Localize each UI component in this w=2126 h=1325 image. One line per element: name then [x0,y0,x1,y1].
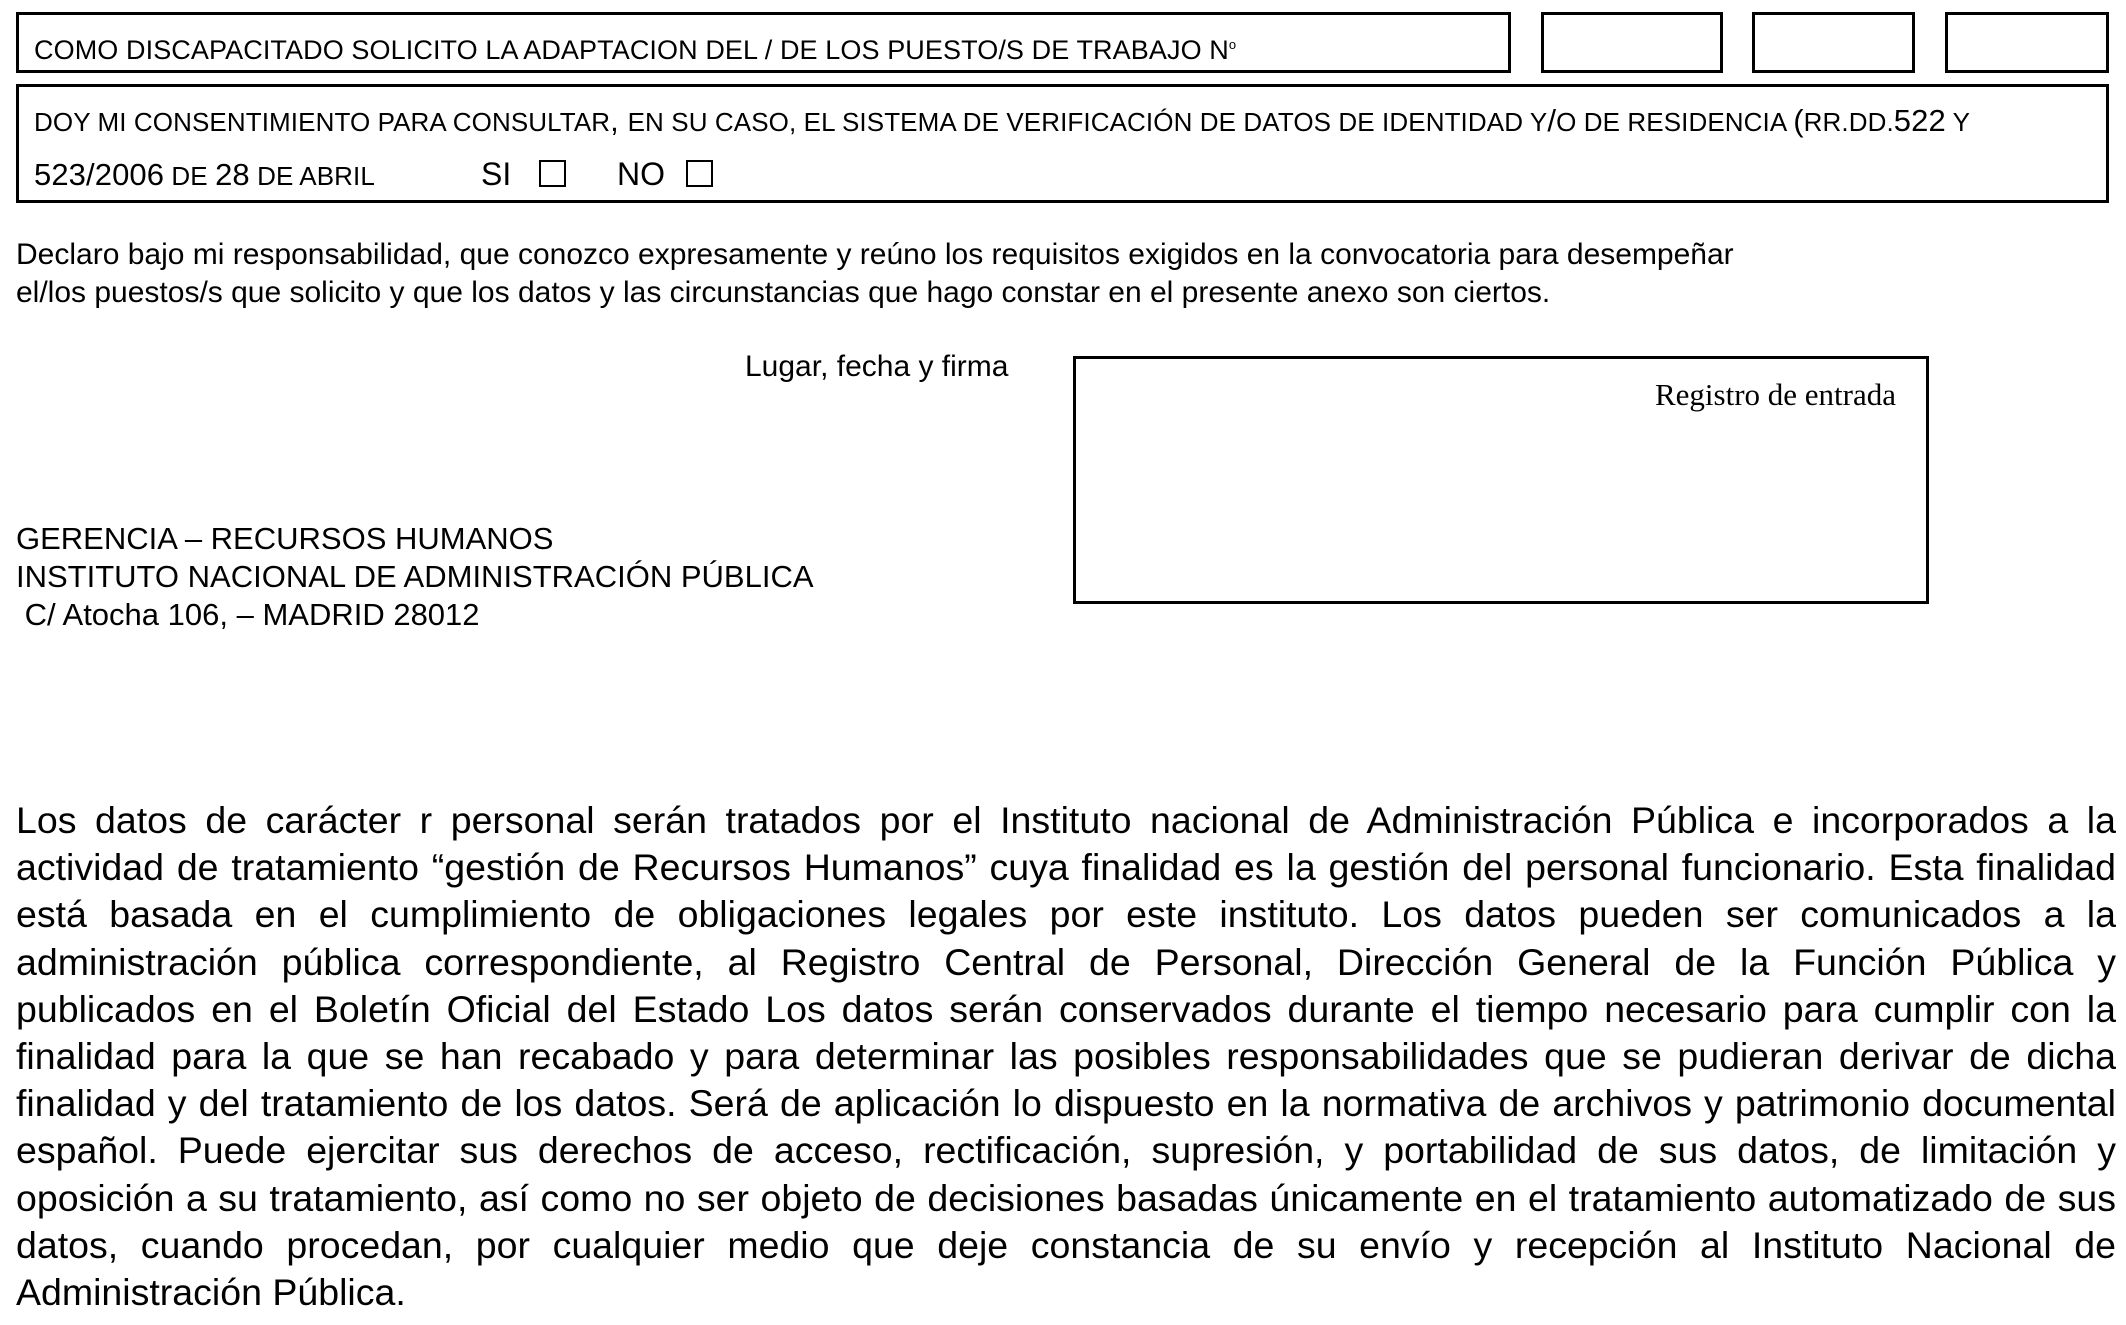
si-label: SI [481,156,512,192]
declaration-text [16,236,1734,312]
consent-text-a: DOY MI CONSENTIMIENTO PARA CONSULTAR [34,107,611,137]
job-number-field-2[interactable] [1752,12,1915,73]
consent-text-i: 522 [1893,103,1946,138]
consent-text-2b: DE [164,161,216,191]
job-request-text [34,35,1236,66]
registro-entrada-box [1073,356,1929,604]
declaration-line-1: Declaro bajo mi responsabilidad, que conozco expresamente y reúno los requisitos exigidos en la convocatoria para desempeñar [16,238,1734,271]
address-block [16,520,814,634]
job-request-label: COMO DISCAPACITADO SOLICITO LA ADAPTACION DEL / DE LOS PUESTO/S DE TRABAJO N [34,35,1229,65]
job-number-field-1[interactable] [1541,12,1723,73]
consent-text-2d: DE ABRIL [249,161,375,191]
declaration-line-2: el/los puestos/s que solicito y que los datos y las circunstancias que hago constar en el presente anexo son ciertos. [16,276,1551,309]
no-checkbox[interactable] [686,160,713,187]
job-number-field-3[interactable] [1945,12,2109,73]
signature-label: Lugar, fecha y firma [745,350,1009,383]
si-checkbox[interactable] [539,160,566,187]
consent-text-d: , EL SISTEMA DE VERIFICACIÓN DE DATOS DE IDENTIDAD Y [788,107,1548,137]
address-line-2: INSTITUTO NACIONAL DE ADMINISTRACIÓN PÚBLICA [16,559,814,594]
job-request-box [16,12,1511,73]
consent-text-j: Y [1945,107,1971,137]
privacy-notice: Los datos de carácter r personal serán tratados por el Instituto nacional de Administración Pública e incorporados a la actividad de tratamiento “gestión de Recursos Humanos” cuya finalidad es la gestión del personal funcionario. Esta finalidad está basada en el cumplimiento de obligaciones legales por este instituto. Los datos pueden ser comunicados a la administración pública correspondiente, al Registro Central de Personal, Dirección General de la Función Pública y publicados en el Boletín Oficial del Estado Los datos serán conservados durante el tiempo necesario para cumplir con la finalidad para la que se han recabado y para determinar las posibles responsabilidades que se pudieran derivar de dicha finalidad y del tratamiento de los datos. Será de aplicación lo dispuesto en la normativa de archivos y patrimonio documental español. Puede ejercitar sus derechos de acceso, rectificación, supresión, y portabilidad de sus datos, de limitación y oposición a su tratamiento, así como no ser objeto de decisiones basadas únicamente en el tratamiento automatizado de sus datos, cuando procedan, por cualquier medio que deje constancia de su envío y recepción al Instituto Nacional de Administración Pública. [16,799,2116,1314]
consent-text-f: O DE RESIDENCIA [1556,107,1794,137]
consent-text-2c: 28 [215,157,250,192]
no-label: NO [617,156,665,192]
consent-text-g: ( [1793,103,1804,138]
address-line-1: GERENCIA – RECURSOS HUMANOS [16,521,554,556]
consent-text-b: , [610,103,628,138]
address-line-3: C/ Atocha 106, – MADRID 28012 [16,597,480,632]
consent-text-c: EN SU CASO [627,107,789,137]
consent-text-2a: 523/2006 [34,157,165,192]
consent-line-1 [34,103,1970,139]
consent-line-2 [34,157,375,193]
consent-text-e: / [1547,103,1557,138]
consent-text-h: RR.DD. [1803,107,1894,137]
consent-box [16,84,2109,203]
registro-entrada-label: Registro de entrada [1654,377,1896,412]
job-request-superscript: o [1228,37,1237,52]
